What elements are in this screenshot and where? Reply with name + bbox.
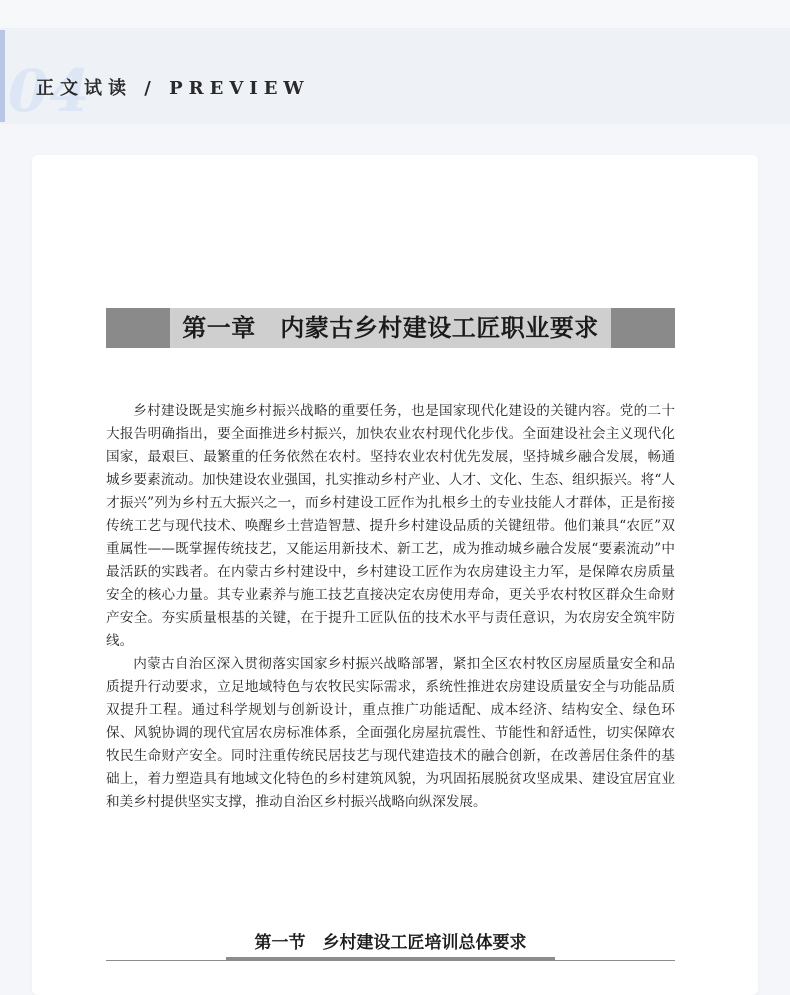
body-paragraph-1: 乡村建设既是实施乡村振兴战略的重要任务，也是国家现代化建设的关键内容。党的二十大报告明确指出，要全面推进乡村振兴，加快农业农村现代化步伐。全面建设社会主义现代化国家，最艰巨、最繁重的任务依然在农村。坚持农业农村优先发展，坚持城乡融合发展，畅通城乡要素流动。加快建设农业强国，扎实推动乡村产业、人才、文化、生态、组织振兴。将“人才振兴”列为乡村五大振兴之一，而乡村建设工匠作为扎根乡土的专业技能人才群体，正是衔接传统工艺与现代技术、唤醒乡土营造智慧、提升乡村建设品质的关键纽带。他们兼具“农匠”双重属性——既掌握传统技艺，又能运用新技术、新工艺，成为推动城乡融合发展“要素流动”中最活跃的实践者。在内蒙古乡村建设中，乡村建设工匠作为农房建设主力军，是保障农房质量安全的核心力量。其专业素养与施工技艺直接决定农房使用寿命，更关乎农村牧区群众生命财产安全。夯实质量根基的关键，在于提升工匠队伍的技术水平与责任意识，为农房安全筑牢防线。 xyxy=(106,403,675,649)
body-paragraph-2: 内蒙古自治区深入贯彻落实国家乡村振兴战略部署，紧扣全区农村牧区房屋质量安全和品质提升行动要求，立足地域特色与农牧民实际需求，系统性推进农房建设质量安全与功能品质双提升工程。通过科学规划与创新设计，重点推广功能适配、成本经济、结构安全、绿色环保、风貌协调的现代宜居农房标准体系，全面强化房屋抗震性、节能性和舒适性，切实保障农牧民生命财产安全。同时注重传统民居技艺与现代建造技术的融合创新，在改善居住条件的基础上，着力塑造具有地域文化特色的乡村建筑风貌，为巩固拓展脱贫攻坚成果、建设宜居宜业和美乡村提供坚实支撑，推动自治区乡村振兴战略向纵深发展。 xyxy=(106,656,675,810)
top-band xyxy=(0,0,790,28)
body-text xyxy=(106,400,675,814)
header-watermark-number: 04 xyxy=(8,57,91,125)
chapter-title: 第一章 内蒙古乡村建设工匠职业要求 xyxy=(182,314,599,342)
header-accent-bar xyxy=(0,30,5,122)
section-title: 第一节 乡村建设工匠培训总体要求 xyxy=(254,933,527,953)
section-underline-accent xyxy=(226,957,555,961)
header-title: 正文试读 / PREVIEW xyxy=(36,78,310,99)
